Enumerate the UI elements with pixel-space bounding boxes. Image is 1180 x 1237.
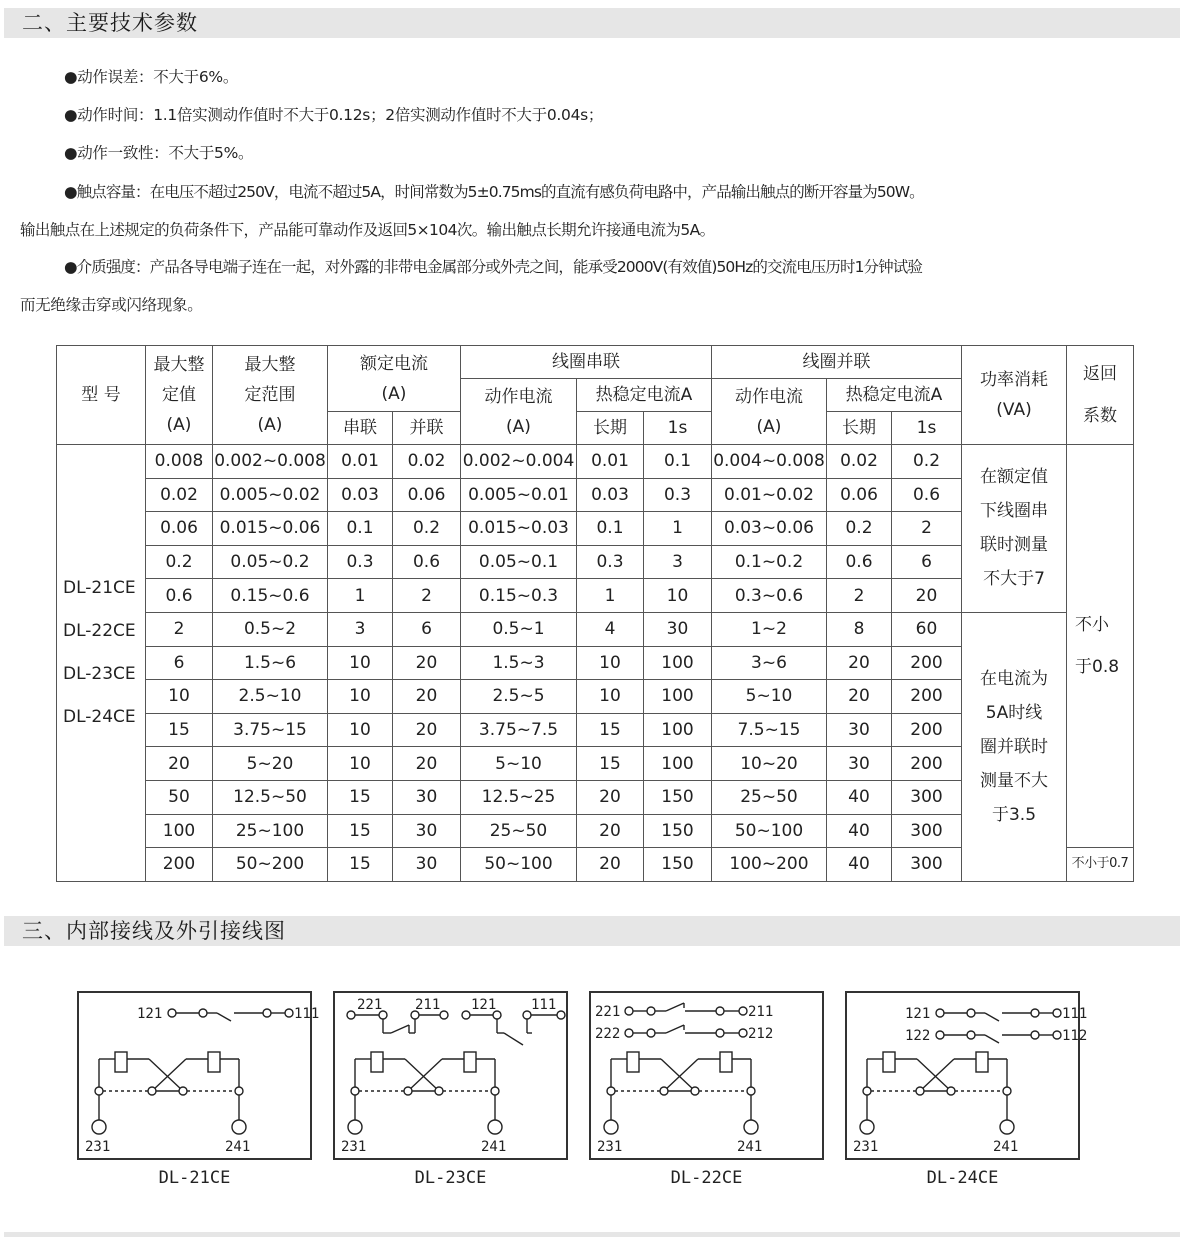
table-cell: 0.2: [393, 512, 461, 546]
spec-table: [56, 345, 1134, 882]
terminal-label: 231: [597, 1139, 623, 1155]
terminal-label: 222: [595, 1026, 621, 1042]
terminal-node-icon: [967, 1031, 975, 1039]
table-cell: 50: [146, 780, 213, 814]
table-cell: 50~100: [461, 848, 577, 882]
section-header-technical-params: [4, 8, 1180, 38]
table-cell: 0.05~0.1: [461, 545, 577, 579]
terminal-node-icon: [916, 1087, 924, 1095]
table-cell: 10: [644, 579, 712, 613]
power-note-parallel: 在电流为 5A时线 圈并联时 测量不大 于3.5: [962, 612, 1067, 881]
table-cell: 30: [393, 780, 461, 814]
header-series-long-term: 长期: [577, 412, 644, 445]
table-cell: 6: [146, 646, 213, 680]
table-cell: 25~100: [213, 814, 328, 848]
table-cell: 0.1: [577, 512, 644, 546]
header-parallel-1s: 1s: [892, 412, 962, 445]
table-cell: 20: [577, 780, 644, 814]
wire: [664, 1059, 698, 1091]
param-contact-capacity-cont: 输出触点在上述规定的负荷条件下，产品能可靠动作及返回5×104次。输出触点长期允许接通电流为5A。: [20, 221, 715, 239]
wiring-svg: [335, 993, 566, 1158]
table-cell: 20: [393, 747, 461, 781]
terminal-label: 211: [415, 997, 441, 1013]
terminal-node-icon: [285, 1009, 293, 1017]
table-cell: 7.5~15: [712, 713, 827, 747]
wiring-svg: [847, 993, 1088, 1158]
table-cell: 5~20: [213, 747, 328, 781]
table-cell: 0.3: [644, 478, 712, 512]
table-cell: 0.02: [827, 445, 892, 479]
terminal-post-icon: [1000, 1120, 1014, 1134]
terminal-label: 231: [853, 1139, 879, 1155]
table-cell: 30: [644, 612, 712, 646]
table-cell: 150: [644, 780, 712, 814]
diagram-label: DL-23CE: [414, 1168, 487, 1188]
terminal-label: 122: [905, 1028, 931, 1044]
header-parallel-action-current: 动作电流 (A): [712, 379, 827, 445]
terminal-node-icon: [947, 1087, 955, 1095]
table-cell: 2: [393, 579, 461, 613]
table-cell: 8: [827, 612, 892, 646]
header-series-1s: 1s: [644, 412, 712, 445]
table-cell: 15: [146, 713, 213, 747]
wire: [504, 1033, 523, 1045]
table-cell: 30: [393, 848, 461, 882]
return-coefficient-last: 不小于0.7: [1067, 848, 1134, 882]
header-parallel-long-term: 长期: [827, 412, 892, 445]
wire: [985, 1035, 999, 1043]
table-cell: 6: [892, 545, 962, 579]
table-cell: 0.01: [577, 445, 644, 479]
terminal-label: 241: [993, 1139, 1019, 1155]
terminal-node-icon: [263, 1009, 271, 1017]
wire: [152, 1059, 186, 1091]
table-cell: 0.15~0.6: [213, 579, 328, 613]
table-cell: 0.2: [892, 445, 962, 479]
wire: [666, 1025, 684, 1033]
section-title: 二、主要技术参数: [22, 11, 198, 35]
terminal-node-icon: [235, 1087, 243, 1095]
table-cell: 20: [892, 579, 962, 613]
table-cell: 300: [892, 814, 962, 848]
terminal-node-icon: [716, 1029, 724, 1037]
table-cell: 20: [146, 747, 213, 781]
terminal-node-icon: [148, 1087, 156, 1095]
wiring-svg: [591, 993, 822, 1158]
header-coil-series: 线圈串联: [461, 346, 712, 379]
wire: [917, 1059, 951, 1091]
terminal-post-icon: [92, 1120, 106, 1134]
wire: [661, 1059, 695, 1091]
wire: [920, 1059, 954, 1091]
terminal-node-icon: [440, 1011, 448, 1019]
table-cell: 100~200: [712, 848, 827, 882]
table-cell: 200: [892, 646, 962, 680]
table-cell: 40: [827, 814, 892, 848]
terminal-label: 241: [481, 1139, 507, 1155]
table-cell: 30: [827, 713, 892, 747]
coil-icon: [464, 1052, 476, 1072]
table-cell: 2.5~5: [461, 680, 577, 714]
terminal-label: 121: [471, 997, 497, 1013]
table-cell: 30: [393, 814, 461, 848]
header-coil-parallel: 线圈并联: [712, 346, 962, 379]
terminal-node-icon: [351, 1087, 359, 1095]
param-action-time: ●动作时间：1.1倍实测动作值时不大于0.12s；2倍实测动作值时不大于0.04s；: [64, 106, 604, 124]
coil-icon: [627, 1052, 639, 1072]
table-cell: 2: [892, 512, 962, 546]
header-rated-current: 额定电流 (A): [328, 346, 461, 412]
terminal-node-icon: [168, 1009, 176, 1017]
table-cell: 0.015~0.06: [213, 512, 328, 546]
table-row: [57, 612, 1134, 646]
coil-icon: [208, 1052, 220, 1072]
table-cell: 15: [328, 780, 393, 814]
section-title: 三、内部接线及外引接线图: [22, 919, 286, 943]
header-rated-parallel: 并联: [393, 412, 461, 445]
table-cell: 0.004~0.008: [712, 445, 827, 479]
table-cell: 0.1~0.2: [712, 545, 827, 579]
table-cell: 2: [827, 579, 892, 613]
terminal-node-icon: [1003, 1087, 1011, 1095]
wiring-svg: [79, 993, 320, 1158]
table-cell: 200: [892, 747, 962, 781]
next-section-bar: [4, 1232, 1180, 1237]
terminal-node-icon: [739, 1007, 747, 1015]
terminal-node-icon: [523, 1011, 531, 1019]
table-cell: 0.6: [393, 545, 461, 579]
power-note-series: 在额定值 下线圈串 联时测量 不大于7: [962, 445, 1067, 613]
terminal-node-icon: [739, 1029, 747, 1037]
table-cell: 0.05~0.2: [213, 545, 328, 579]
table-cell: 0.008: [146, 445, 213, 479]
section-header-wiring: [4, 916, 1180, 946]
table-cell: 150: [644, 848, 712, 882]
table-cell: 200: [146, 848, 213, 882]
terminal-node-icon: [716, 1007, 724, 1015]
model-name: DL-22CE: [63, 621, 136, 641]
table-cell: 12.5~25: [461, 780, 577, 814]
wire: [405, 1059, 439, 1091]
table-cell: 3: [644, 545, 712, 579]
terminal-label: 121: [905, 1006, 931, 1022]
terminal-label: 112: [1062, 1028, 1088, 1044]
return-coefficient: 不小 于0.8: [1067, 445, 1134, 848]
table-cell: 50~200: [213, 848, 328, 882]
wiring-diagram-dl24ce: [845, 991, 1088, 1160]
header-max-setting: 最大整 定值 (A): [146, 346, 213, 445]
param-contact-capacity: ●触点容量：在电压不超过250V，电流不超过5A，时间常数为5±0.75ms的直流有感负荷电路中，产品输出触点的断开容量为50W。: [64, 183, 924, 201]
wire: [408, 1059, 442, 1091]
table-cell: 1: [577, 579, 644, 613]
param-dielectric: ●介质强度：产品各导电端子连在一起，对外露的非带电金属部分或外壳之间，能承受2000V(有效值)50Hz的交流电压历时1分钟试验: [64, 258, 922, 276]
terminal-label: 111: [294, 1006, 320, 1022]
table-cell: 20: [577, 814, 644, 848]
table-cell: 10: [577, 680, 644, 714]
terminal-node-icon: [647, 1007, 655, 1015]
table-cell: 15: [577, 713, 644, 747]
table-cell: 5~10: [461, 747, 577, 781]
terminal-post-icon: [604, 1120, 618, 1134]
table-cell: 4: [577, 612, 644, 646]
model-name: DL-23CE: [63, 664, 136, 684]
param-consistency: ●动作一致性：不大于5%。: [64, 144, 254, 162]
table-cell: 0.5~2: [213, 612, 328, 646]
table-cell: 1~2: [712, 612, 827, 646]
header-model: 型 号: [57, 346, 146, 445]
table-cell: 25~50: [461, 814, 577, 848]
table-cell: 0.06: [393, 478, 461, 512]
table-cell: 20: [827, 646, 892, 680]
terminal-node-icon: [435, 1087, 443, 1095]
terminal-node-icon: [347, 1011, 355, 1019]
wire: [666, 1003, 684, 1011]
terminal-node-icon: [1053, 1031, 1061, 1039]
table-cell: 0.015~0.03: [461, 512, 577, 546]
table-cell: 15: [328, 814, 393, 848]
table-cell: 10: [328, 747, 393, 781]
table-cell: 40: [827, 848, 892, 882]
terminal-node-icon: [557, 1011, 565, 1019]
table-cell: 20: [393, 713, 461, 747]
coil-icon: [976, 1052, 988, 1072]
wiring-diagram-dl21ce: [77, 991, 320, 1160]
terminal-node-icon: [691, 1087, 699, 1095]
table-cell: 10: [328, 680, 393, 714]
table-cell: 300: [892, 848, 962, 882]
table-cell: 100: [644, 713, 712, 747]
table-cell: 0.3~0.6: [712, 579, 827, 613]
header-series-action-current: 动作电流 (A): [461, 379, 577, 445]
header-rated-series: 串联: [328, 412, 393, 445]
terminal-label: 111: [531, 997, 557, 1013]
wiring-diagram-dl23ce: [333, 991, 568, 1160]
diagram-label: DL-22CE: [670, 1168, 743, 1188]
terminal-node-icon: [747, 1087, 755, 1095]
wire: [391, 1025, 409, 1033]
table-cell: 1.5~3: [461, 646, 577, 680]
terminal-post-icon: [488, 1120, 502, 1134]
table-cell: 0.6: [146, 579, 213, 613]
table-row: [57, 445, 1134, 479]
table-cell: 50~100: [712, 814, 827, 848]
table-cell: 100: [644, 646, 712, 680]
terminal-node-icon: [1031, 1009, 1039, 1017]
terminal-label: 111: [1062, 1006, 1088, 1022]
diagram-label: DL-24CE: [926, 1168, 999, 1188]
terminal-post-icon: [860, 1120, 874, 1134]
table-cell: 20: [393, 680, 461, 714]
terminal-node-icon: [404, 1087, 412, 1095]
table-cell: 25~50: [712, 780, 827, 814]
wiring-diagram-dl22ce: [589, 991, 824, 1160]
model-name: DL-24CE: [63, 707, 136, 727]
table-cell: 1: [644, 512, 712, 546]
table-cell: 40: [827, 780, 892, 814]
header-parallel-thermal: 热稳定电流A: [827, 379, 962, 412]
table-cell: 0.15~0.3: [461, 579, 577, 613]
terminal-node-icon: [660, 1087, 668, 1095]
table-cell: 0.2: [146, 545, 213, 579]
table-cell: 20: [827, 680, 892, 714]
terminal-post-icon: [232, 1120, 246, 1134]
coil-icon: [883, 1052, 895, 1072]
table-cell: 60: [892, 612, 962, 646]
table-cell: 1: [328, 579, 393, 613]
terminal-label: 221: [595, 1004, 621, 1020]
table-cell: 0.02: [393, 445, 461, 479]
coil-icon: [720, 1052, 732, 1072]
table-cell: 0.6: [892, 478, 962, 512]
table-cell: 0.3: [577, 545, 644, 579]
table-cell: 100: [644, 680, 712, 714]
table-cell: 15: [328, 848, 393, 882]
table-cell: 0.01: [328, 445, 393, 479]
terminal-label: 211: [748, 1004, 774, 1020]
terminal-node-icon: [95, 1087, 103, 1095]
terminal-node-icon: [199, 1009, 207, 1017]
table-cell: 0.06: [827, 478, 892, 512]
terminal-node-icon: [625, 1007, 633, 1015]
table-cell: 0.03~0.06: [712, 512, 827, 546]
terminal-node-icon: [1053, 1009, 1061, 1017]
terminal-node-icon: [967, 1009, 975, 1017]
table-cell: 0.002~0.008: [213, 445, 328, 479]
table-cell: 5~10: [712, 680, 827, 714]
table-cell: 0.02: [146, 478, 213, 512]
table-cell: 0.002~0.004: [461, 445, 577, 479]
terminal-post-icon: [744, 1120, 758, 1134]
terminal-node-icon: [491, 1087, 499, 1095]
table-cell: 0.3: [328, 545, 393, 579]
terminal-label: 221: [357, 997, 383, 1013]
wire: [149, 1059, 183, 1091]
terminal-node-icon: [1031, 1031, 1039, 1039]
terminal-node-icon: [936, 1009, 944, 1017]
coil-icon: [371, 1052, 383, 1072]
terminal-node-icon: [607, 1087, 615, 1095]
terminal-label: 231: [85, 1139, 111, 1155]
header-power: 功率消耗 (VA): [962, 346, 1067, 445]
terminal-node-icon: [462, 1011, 470, 1019]
header-return: 返回 系数: [1067, 346, 1134, 445]
table-cell: 0.005~0.01: [461, 478, 577, 512]
table-cell: 3~6: [712, 646, 827, 680]
table-cell: 12.5~50: [213, 780, 328, 814]
table-cell: 20: [577, 848, 644, 882]
model-list-cell: [57, 445, 146, 882]
table-cell: 0.005~0.02: [213, 478, 328, 512]
terminal-label: 241: [225, 1139, 251, 1155]
terminal-node-icon: [179, 1087, 187, 1095]
table-cell: 200: [892, 680, 962, 714]
header-series-thermal: 热稳定电流A: [577, 379, 712, 412]
table-cell: 10~20: [712, 747, 827, 781]
param-dielectric-cont: 而无绝缘击穿或闪络现象。: [20, 296, 203, 314]
table-cell: 300: [892, 780, 962, 814]
terminal-label: 231: [341, 1139, 367, 1155]
table-cell: 0.03: [577, 478, 644, 512]
table-cell: 3.75~7.5: [461, 713, 577, 747]
terminal-node-icon: [625, 1029, 633, 1037]
table-cell: 0.03: [328, 478, 393, 512]
coil-icon: [115, 1052, 127, 1072]
table-cell: 0.1: [644, 445, 712, 479]
header-max-range: 最大整 定范围 (A): [213, 346, 328, 445]
table-cell: 20: [393, 646, 461, 680]
table-cell: 10: [328, 713, 393, 747]
table-cell: 15: [577, 747, 644, 781]
terminal-label: 121: [137, 1006, 163, 1022]
table-cell: 0.2: [827, 512, 892, 546]
table-cell: 0.06: [146, 512, 213, 546]
table-cell: 10: [146, 680, 213, 714]
param-action-error: ●动作误差：不大于6%。: [64, 68, 239, 86]
table-cell: 2: [146, 612, 213, 646]
table-cell: 100: [146, 814, 213, 848]
table-cell: 200: [892, 713, 962, 747]
table-cell: 6: [393, 612, 461, 646]
table-cell: 150: [644, 814, 712, 848]
terminal-node-icon: [936, 1031, 944, 1039]
table-cell: 3: [328, 612, 393, 646]
table-cell: 10: [577, 646, 644, 680]
table-cell: 3.75~15: [213, 713, 328, 747]
table-cell: 1.5~6: [213, 646, 328, 680]
table-cell: 2.5~10: [213, 680, 328, 714]
table-cell: 10: [328, 646, 393, 680]
terminal-node-icon: [647, 1029, 655, 1037]
terminal-label: 212: [748, 1026, 774, 1042]
model-name: DL-21CE: [63, 578, 136, 598]
table-cell: 0.6: [827, 545, 892, 579]
table-cell: 0.5~1: [461, 612, 577, 646]
table-cell: 0.01~0.02: [712, 478, 827, 512]
terminal-post-icon: [348, 1120, 362, 1134]
table-cell: 30: [827, 747, 892, 781]
terminal-label: 241: [737, 1139, 763, 1155]
wire: [217, 1013, 231, 1021]
diagram-label: DL-21CE: [158, 1168, 231, 1188]
table-cell: 0.1: [328, 512, 393, 546]
wire: [985, 1013, 999, 1021]
terminal-node-icon: [863, 1087, 871, 1095]
table-cell: 100: [644, 747, 712, 781]
